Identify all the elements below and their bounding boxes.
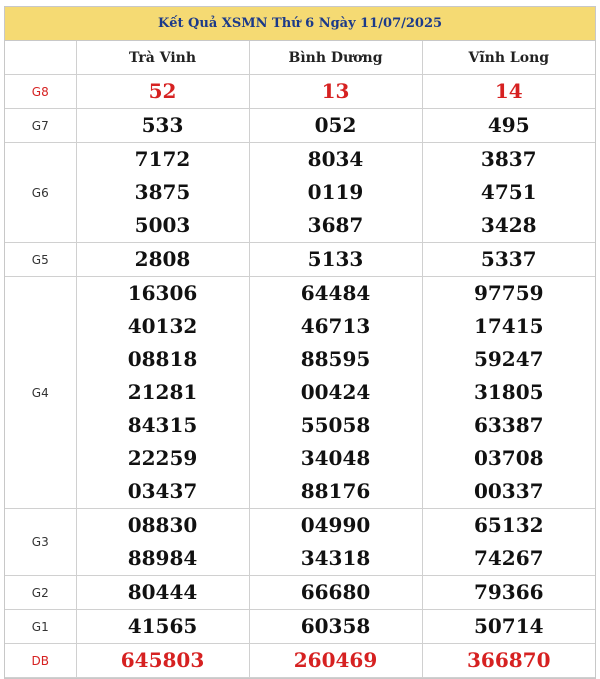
prize-row-g5 bbox=[5, 243, 595, 277]
prize-cell bbox=[422, 610, 595, 644]
lottery-results-table bbox=[4, 6, 596, 679]
prize-number: 3687 bbox=[307, 213, 364, 237]
prize-number: 84315 bbox=[127, 413, 198, 437]
province-header: Trà Vinh bbox=[76, 41, 249, 75]
prize-number: 41565 bbox=[127, 614, 198, 638]
prize-number: 00424 bbox=[300, 380, 371, 404]
prize-number: 00337 bbox=[473, 479, 544, 503]
prize-cell bbox=[76, 509, 249, 576]
prize-number: 14 bbox=[494, 79, 523, 103]
prize-rows bbox=[5, 75, 595, 678]
prize-number: 3837 bbox=[480, 147, 537, 171]
prize-label: G4 bbox=[5, 277, 76, 509]
prize-number: 52 bbox=[148, 79, 177, 103]
prize-number: 03437 bbox=[127, 479, 198, 503]
prize-label: G8 bbox=[5, 75, 76, 109]
prize-cell bbox=[422, 109, 595, 143]
prize-cell bbox=[249, 644, 422, 678]
prize-number: 08818 bbox=[127, 347, 198, 371]
prize-cell bbox=[422, 509, 595, 576]
prize-label: G3 bbox=[5, 509, 76, 576]
prize-row-g2 bbox=[5, 576, 595, 610]
prize-label: G5 bbox=[5, 243, 76, 277]
prize-cell bbox=[249, 509, 422, 576]
prize-label: G7 bbox=[5, 109, 76, 143]
prize-number: 64484 bbox=[300, 281, 371, 305]
prize-number: 40132 bbox=[127, 314, 198, 338]
prize-row-g3 bbox=[5, 509, 595, 576]
prize-number: 052 bbox=[314, 113, 357, 137]
prize-number: 34048 bbox=[300, 446, 371, 470]
prize-number: 60358 bbox=[300, 614, 371, 638]
prize-number: 46713 bbox=[300, 314, 371, 338]
prize-number: 533 bbox=[141, 113, 184, 137]
prize-cell bbox=[76, 243, 249, 277]
prize-number: 31805 bbox=[473, 380, 544, 404]
prize-cell bbox=[76, 109, 249, 143]
prize-number: 5133 bbox=[307, 247, 364, 271]
prize-number: 5337 bbox=[480, 247, 537, 271]
prize-number: 22259 bbox=[127, 446, 198, 470]
prize-cell bbox=[422, 75, 595, 109]
prize-number: 97759 bbox=[473, 281, 544, 305]
prize-cell bbox=[422, 644, 595, 678]
prize-number: 7172 bbox=[134, 147, 191, 171]
province-header-row bbox=[5, 41, 595, 75]
prize-number: 03708 bbox=[473, 446, 544, 470]
prize-row-g4 bbox=[5, 277, 595, 509]
prize-number: 366870 bbox=[467, 648, 551, 672]
prize-number: 88595 bbox=[300, 347, 371, 371]
prize-number: 74267 bbox=[473, 546, 544, 570]
prize-cell bbox=[422, 243, 595, 277]
results-title: Kết Quả XSMN Thứ 6 Ngày 11/07/2025 bbox=[5, 7, 595, 41]
prize-number: 13 bbox=[321, 79, 350, 103]
prize-cell bbox=[422, 277, 595, 509]
prize-number: 80444 bbox=[127, 580, 198, 604]
prize-number: 79366 bbox=[473, 580, 544, 604]
prize-number: 08830 bbox=[127, 513, 198, 537]
prize-number: 16306 bbox=[127, 281, 198, 305]
prize-cell bbox=[76, 143, 249, 243]
province-header: Bình Dương bbox=[249, 41, 422, 75]
prize-column-header bbox=[5, 41, 76, 75]
prize-label: G6 bbox=[5, 143, 76, 243]
prize-number: 17415 bbox=[473, 314, 544, 338]
province-header: Vĩnh Long bbox=[422, 41, 595, 75]
prize-number: 0119 bbox=[307, 180, 364, 204]
prize-row-g7 bbox=[5, 109, 595, 143]
prize-cell bbox=[249, 109, 422, 143]
prize-number: 5003 bbox=[134, 213, 191, 237]
prize-cell bbox=[76, 576, 249, 610]
prize-number: 55058 bbox=[300, 413, 371, 437]
prize-cell bbox=[249, 610, 422, 644]
prize-row-g1 bbox=[5, 610, 595, 644]
prize-cell bbox=[422, 143, 595, 243]
prize-number: 2808 bbox=[134, 247, 191, 271]
prize-number: 21281 bbox=[127, 380, 198, 404]
prize-number: 50714 bbox=[473, 614, 544, 638]
prize-label: DB bbox=[5, 644, 76, 678]
prize-row-g6 bbox=[5, 143, 595, 243]
results-grid bbox=[5, 41, 595, 678]
prize-number: 645803 bbox=[120, 648, 205, 672]
prize-cell bbox=[249, 277, 422, 509]
prize-number: 3875 bbox=[134, 180, 191, 204]
prize-number: 88984 bbox=[127, 546, 198, 570]
prize-cell bbox=[249, 143, 422, 243]
prize-row-g8 bbox=[5, 75, 595, 109]
prize-cell bbox=[76, 610, 249, 644]
prize-number: 65132 bbox=[473, 513, 544, 537]
prize-number: 3428 bbox=[480, 213, 537, 237]
prize-cell bbox=[76, 75, 249, 109]
prize-label: G2 bbox=[5, 576, 76, 610]
prize-number: 04990 bbox=[300, 513, 371, 537]
prize-number: 8034 bbox=[307, 147, 364, 171]
prize-number: 495 bbox=[487, 113, 530, 137]
prize-number: 63387 bbox=[473, 413, 544, 437]
prize-cell bbox=[249, 75, 422, 109]
prize-cell bbox=[249, 576, 422, 610]
prize-cell bbox=[76, 277, 249, 509]
prize-label: G1 bbox=[5, 610, 76, 644]
prize-number: 260469 bbox=[293, 648, 378, 672]
prize-number: 4751 bbox=[480, 180, 537, 204]
prize-number: 34318 bbox=[300, 546, 371, 570]
prize-cell bbox=[249, 243, 422, 277]
prize-number: 66680 bbox=[300, 580, 371, 604]
prize-row-db bbox=[5, 644, 595, 678]
prize-number: 59247 bbox=[473, 347, 544, 371]
prize-cell bbox=[422, 576, 595, 610]
prize-number: 88176 bbox=[300, 479, 371, 503]
prize-cell bbox=[76, 644, 249, 678]
